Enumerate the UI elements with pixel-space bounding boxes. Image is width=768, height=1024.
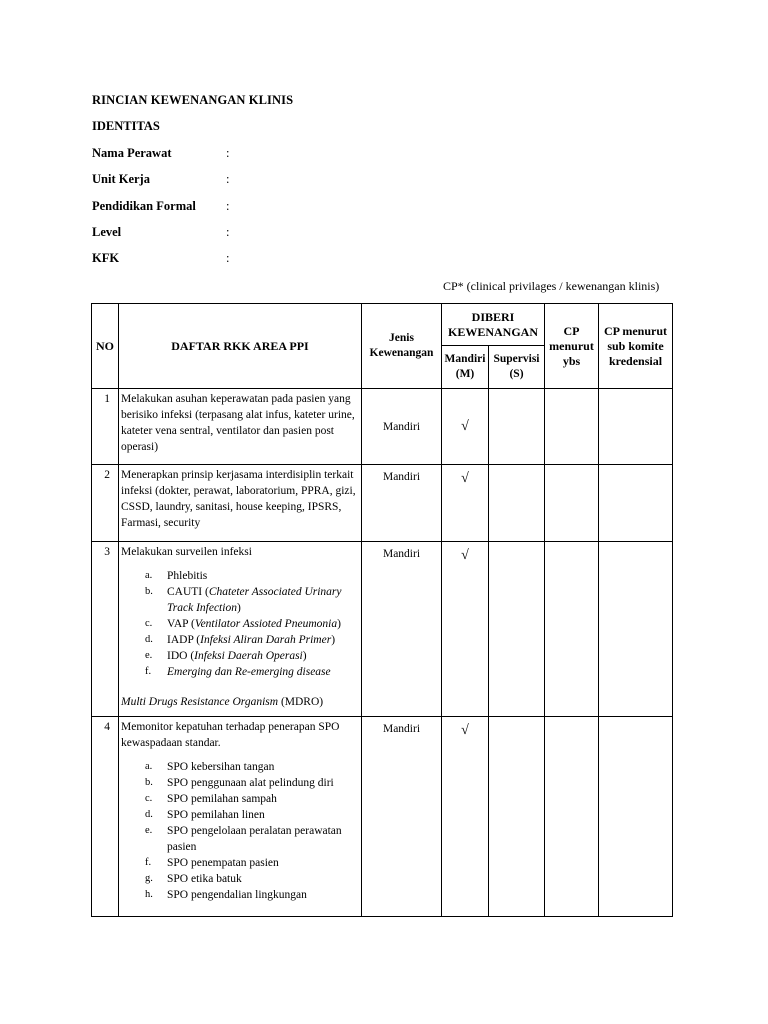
document-title: RINCIAN KEWENANGAN KLINIS — [92, 93, 294, 107]
field-unit-kerja — [92, 172, 229, 187]
list-item — [145, 775, 358, 791]
cell-supervisi — [489, 717, 545, 917]
field-kfk — [92, 251, 229, 266]
cp-footnote: CP* (clinical privilages / kewenangan klinis) — [443, 279, 660, 293]
rkk-table — [91, 303, 673, 917]
list-item — [145, 616, 358, 632]
item-italic: Infeksi Aliran Darah Primer — [200, 634, 332, 646]
header-supervisi: Supervisi (S) — [489, 346, 545, 389]
list-marker: d. — [145, 634, 153, 645]
list-marker: e. — [145, 650, 153, 661]
table-row — [92, 465, 673, 542]
header-cp-ybs: CP menurut ybs — [545, 304, 599, 389]
table-row — [92, 389, 673, 465]
row-number: 1 — [92, 389, 119, 465]
item-text: SPO penempatan pasien — [167, 857, 279, 869]
item-italic: Chateter Associated Urinary Track Infection — [167, 586, 342, 614]
item-text: CAUTI ( — [167, 586, 209, 598]
list-item — [145, 791, 358, 807]
cell-cp-ybs — [545, 717, 599, 917]
row-jenis: Mandiri — [362, 465, 442, 542]
cell-cp-komite — [599, 542, 673, 717]
item-tail: ) — [331, 634, 336, 646]
item-text: SPO pemilahan linen — [167, 809, 265, 821]
field-label: Nama Perawat — [92, 146, 172, 160]
cell-cp-komite — [599, 389, 673, 465]
header-diberi-kewenangan: DIBERI KEWENANGAN — [442, 304, 545, 346]
list-item — [145, 632, 358, 648]
header-no: NO — [92, 304, 119, 389]
field-label: Pendidikan Formal — [92, 199, 196, 213]
list-marker: f. — [145, 666, 152, 677]
list-item — [145, 823, 358, 855]
checkmark-icon: √ — [442, 389, 489, 465]
row-intro: Melakukan surveilen infeksi — [121, 546, 252, 558]
mdro-plain: (MDRO) — [278, 696, 324, 708]
cell-cp-ybs — [545, 465, 599, 542]
list-marker: a. — [145, 570, 153, 581]
item-text: SPO pengelolaan peralatan perawatan pasien — [167, 825, 342, 853]
list-item — [145, 759, 358, 775]
header-jenis-kewenangan: Jenis Kewenangan — [362, 304, 442, 389]
list-marker: f. — [145, 857, 152, 868]
item-italic: Ventilator Assioted Pneumonia — [194, 618, 338, 630]
list-marker: e. — [145, 825, 153, 836]
field-nama-perawat — [92, 146, 229, 161]
list-item — [145, 648, 358, 664]
field-level — [92, 225, 229, 240]
cell-cp-komite — [599, 717, 673, 917]
surveilen-list — [121, 568, 358, 680]
list-item — [145, 855, 358, 871]
list-marker: c. — [145, 793, 153, 804]
item-tail: ) — [236, 602, 241, 614]
mdro-italic: Multi Drugs Resistance Organism — [121, 696, 279, 708]
item-italic: Infeksi Daerah Operasi — [194, 650, 303, 662]
item-tail: ) — [302, 650, 307, 662]
field-pendidikan-formal — [92, 199, 229, 214]
checkmark-icon: √ — [442, 465, 489, 542]
row-description — [119, 717, 362, 917]
row-number: 2 — [92, 465, 119, 542]
field-label: Level — [92, 225, 122, 239]
cell-supervisi — [489, 465, 545, 542]
checkmark-icon: √ — [442, 542, 489, 717]
section-identitas: IDENTITAS — [92, 119, 160, 133]
cell-supervisi — [489, 389, 545, 465]
row-number: 3 — [92, 542, 119, 717]
list-item — [145, 568, 358, 584]
row-jenis: Mandiri — [362, 717, 442, 917]
list-marker: c. — [145, 618, 153, 629]
row-description: Melakukan asuhan keperawatan pada pasien yang berisiko infeksi (terpasang alat infus, kateter urine, kateter vena sentral, ventilator dan pasien post operasi) — [119, 389, 362, 465]
table-row — [92, 717, 673, 917]
item-text: SPO pengendalian lingkungan — [167, 889, 307, 901]
field-separator: : — [226, 172, 230, 186]
item-text: IDO ( — [167, 650, 195, 662]
row-description — [119, 542, 362, 717]
item-text: SPO pemilahan sampah — [167, 793, 277, 805]
field-label: KFK — [92, 251, 120, 265]
item-text: SPO penggunaan alat pelindung diri — [167, 777, 334, 789]
list-item — [145, 807, 358, 823]
field-separator: : — [226, 251, 230, 265]
row-intro: Memonitor kepatuhan terhadap penerapan SPO kewaspadaan standar. — [121, 721, 340, 749]
list-item — [145, 887, 358, 903]
cell-cp-ybs — [545, 542, 599, 717]
field-separator: : — [226, 225, 230, 239]
item-italic: Emerging dan Re-emerging disease — [167, 666, 331, 678]
list-item — [145, 871, 358, 887]
list-marker: h. — [145, 889, 153, 900]
row-jenis: Mandiri — [362, 389, 442, 465]
item-text: Phlebitis — [167, 570, 208, 582]
item-text: SPO kebersihan tangan — [167, 761, 275, 773]
item-text: IADP ( — [167, 634, 201, 646]
header-daftar-rkk: DAFTAR RKK AREA PPI — [119, 304, 362, 389]
checkmark-icon: √ — [442, 717, 489, 917]
field-label: Unit Kerja — [92, 172, 150, 186]
cell-supervisi — [489, 542, 545, 717]
spo-list — [121, 759, 358, 903]
row-number: 4 — [92, 717, 119, 917]
item-text: VAP ( — [167, 618, 195, 630]
item-text: SPO etika batuk — [167, 873, 242, 885]
list-marker: b. — [145, 586, 153, 597]
list-item — [145, 664, 358, 680]
field-separator: : — [226, 146, 230, 160]
list-marker: g. — [145, 873, 153, 884]
list-marker: d. — [145, 809, 153, 820]
list-marker: b. — [145, 777, 153, 788]
cell-cp-ybs — [545, 389, 599, 465]
header-cp-komite: CP menurut sub komite kredensial — [599, 304, 673, 389]
list-item — [145, 584, 358, 616]
row-description: Menerapkan prinsip kerjasama interdisiplin terkait infeksi (dokter, perawat, laboratorium, PPRA, gizi, CSSD, laundry, sanitasi, house keeping, IPSRS, Farmasi, security — [119, 465, 362, 542]
mdro-line — [121, 694, 358, 710]
cell-cp-komite — [599, 465, 673, 542]
item-tail: ) — [337, 618, 341, 630]
row-jenis: Mandiri — [362, 542, 442, 717]
list-marker: a. — [145, 761, 153, 772]
field-separator: : — [226, 199, 230, 213]
table-row — [92, 542, 673, 717]
header-mandiri: Mandiri (M) — [442, 346, 489, 389]
